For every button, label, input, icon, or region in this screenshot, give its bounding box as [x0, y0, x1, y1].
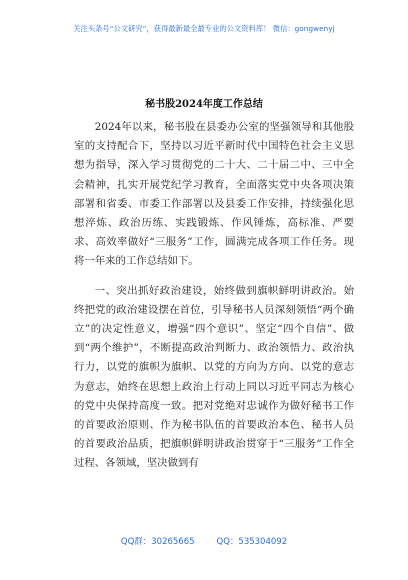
footer-qq-group: QQ群：30265665	[120, 537, 195, 547]
paragraph-section-one: 一、突出抓好政治建设，始终做到旗帜鲜明讲政治。始终把党的政治建设摆在首位，引导秘书人员深刻领悟“两个确立”的决定性意义，增强“四个意识”、坚定“四个自信”、做到“两个维护”，不断提高政治判断力、政治领悟力、政治执行力，以党的旗帜为旗帜、以党的方向为方向、以党的意志为意志，始终在思想上政治上行动上同以习近平同志为核心的党中央保持高度一致。把对党绝对忠诚作为做好秘书工作的首要政治原则、作为秘书队伍的首要政治本色、秘书人员的首要政治品质，把旗帜鲜明讲政治贯穿于“三服务”工作全过程、各领域，坚决做到有	[74, 284, 354, 470]
header-banner: 关注头条号“公文研究”，获得最新最全最专业的公文资料库！ 微信：gongwenyj	[73, 24, 335, 33]
document-title: 秘书股2024年度工作总结	[145, 99, 263, 110]
paragraph-intro: 2024年以来，秘书股在县委办公室的坚强领导和其他股室的支持配合下，坚持以习近平新时代中国特色社会主义思想为指导，深入学习贯彻党的二十大、二十届二中、三中全会精神，扎实开展党纪学习教育，全面落实党中央各项决策部署和省委、市委工作部署以及县委工作安排，持续强化思想淬炼、政治历练、实践锻炼、作风锤炼，高标准、严要求、高效率做好“三服务”工作，圆满完成各项工作任务。现将一年来的工作总结如下。	[74, 121, 354, 268]
footer-qq-number: QQ：535304092	[216, 537, 288, 547]
document-body	[74, 118, 354, 474]
footer-contact	[0, 535, 408, 547]
